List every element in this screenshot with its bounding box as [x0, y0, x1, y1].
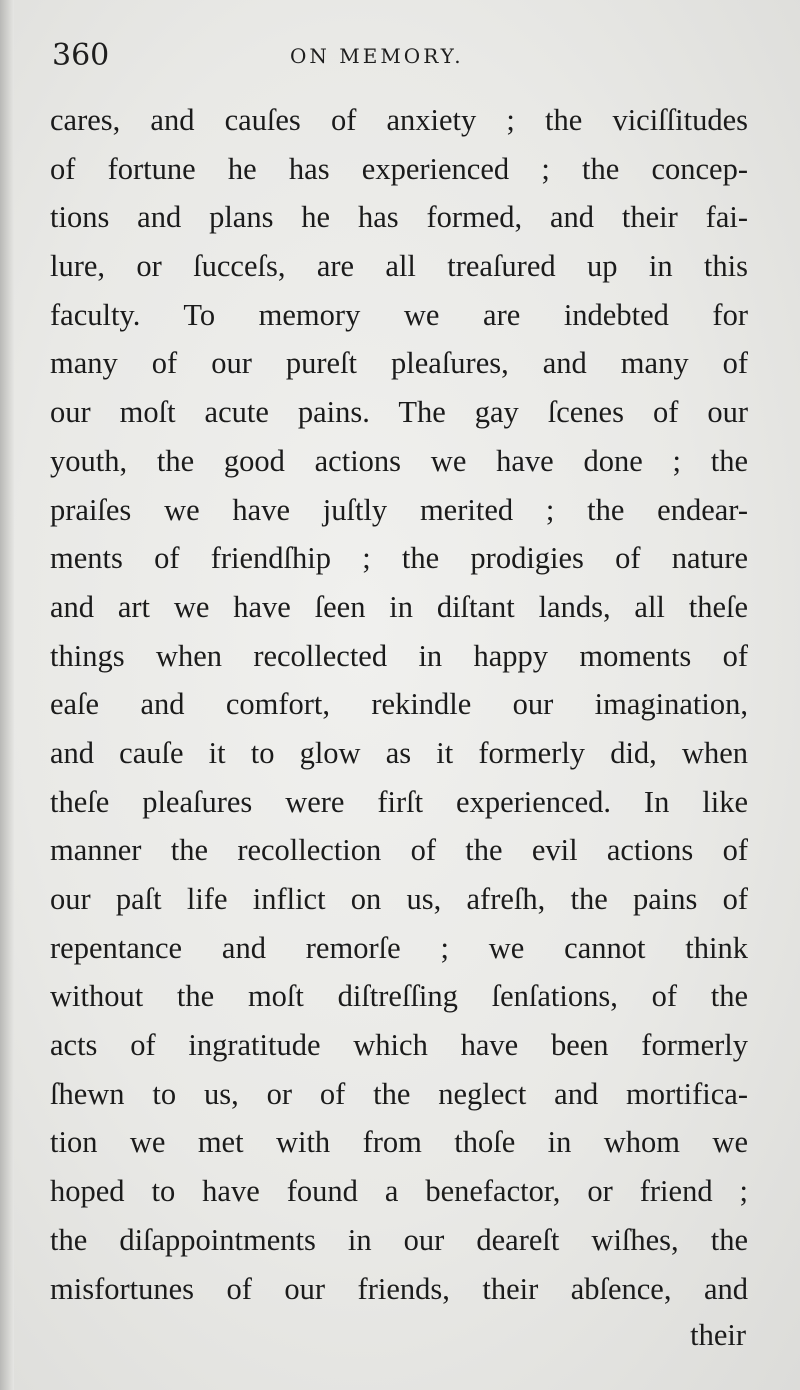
text-line: many of our pureſt pleaſures, and many of [50, 346, 748, 381]
text-line: praiſes we have juſtly merited ; the endear- [50, 492, 748, 527]
text-line: hoped to have found a benefactor, or friend ; [50, 1174, 748, 1209]
text-line: our moſt acute pains. The gay ſcenes of our [50, 395, 748, 430]
page-binding-edge [0, 0, 14, 1390]
text-line: tion we met with from thoſe in whom we [50, 1125, 748, 1160]
text-line: cares, and cauſes of anxiety ; the viciſſitudes [50, 103, 748, 137]
text-line: and art we have ſeen in diſtant lands, all theſe [50, 589, 748, 624]
text-line: and cauſe it to glow as it formerly did, when [50, 735, 748, 770]
text-line: without the moſt diſtreſſing ſenſations, of the [50, 979, 748, 1014]
page-number: 360 [52, 38, 110, 73]
running-head: ON MEMORY. [290, 44, 464, 68]
text-line: theſe pleaſures were firſt experienced. In like [50, 784, 748, 819]
text-line: our paſt life inflict on us, afreſh, the pains of [50, 882, 748, 916]
text-line: the diſappointments in our deareſt wiſhes, the [50, 1222, 748, 1257]
text-line: youth, the good actions we have done ; the [50, 443, 748, 478]
text-line: faculty. To memory we are indebted for [50, 297, 748, 332]
page-header [52, 34, 752, 84]
body-text [50, 96, 748, 1313]
text-line: ſhewn to us, or of the neglect and mortifica- [50, 1076, 748, 1111]
text-line: ments of friendſhip ; the prodigies of nature [50, 541, 748, 576]
catchword: their [690, 1318, 746, 1352]
text-line: misfortunes of our friends, their abſence, and [50, 1271, 748, 1306]
text-line: repentance and remorſe ; we cannot think [50, 930, 748, 965]
text-line: things when recollected in happy moments of [50, 638, 748, 673]
text-line: eaſe and comfort, rekindle our imagination, [50, 687, 748, 722]
text-line: acts of ingratitude which have been formerly [50, 1028, 748, 1063]
text-line: manner the recollection of the evil actions of [50, 833, 748, 868]
text-line: lure, or ſucceſs, are all treaſured up in this [50, 249, 748, 284]
text-line: of fortune he has experienced ; the concep- [50, 151, 748, 186]
text-line: tions and plans he has formed, and their fai- [50, 200, 748, 235]
